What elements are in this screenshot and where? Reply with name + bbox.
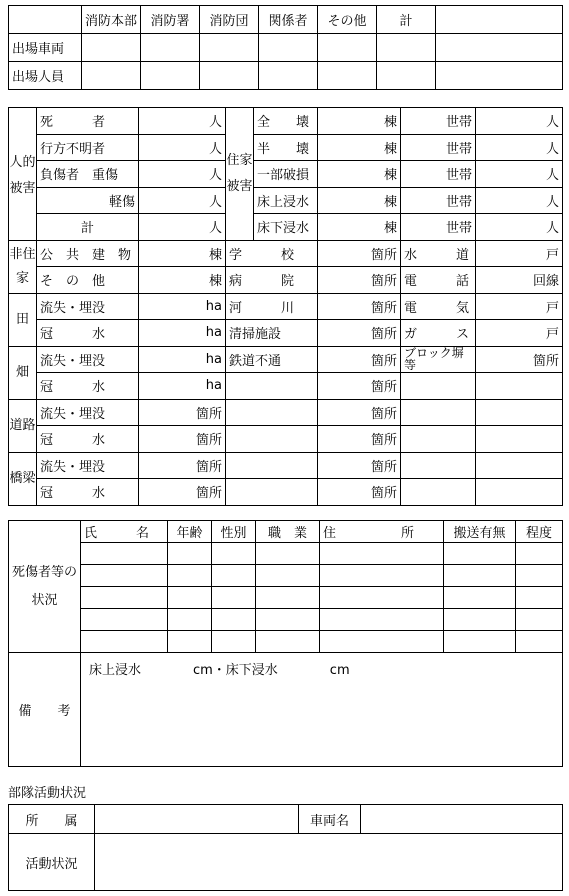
house-unit-person[interactable]: 人	[476, 161, 563, 188]
rice-label: 流失・埋没	[37, 293, 139, 320]
casualty-cell[interactable]	[256, 565, 320, 587]
dispatch-cell[interactable]	[377, 62, 436, 90]
affiliation-label: 所 属	[9, 805, 95, 834]
facility-label: 清掃施設	[226, 320, 318, 347]
dispatch-cell[interactable]	[259, 34, 318, 62]
utility-unit[interactable]: 戸	[476, 240, 563, 267]
field-label: 流失・埋没	[37, 346, 139, 373]
blank-cell[interactable]	[401, 426, 476, 453]
house-unit-person[interactable]: 人	[476, 134, 563, 161]
human-unit[interactable]: 人	[139, 214, 226, 241]
facility-unit[interactable]: 箇所	[318, 320, 401, 347]
road-unit[interactable]: 箇所	[139, 399, 226, 426]
extra-unit[interactable]: 箇所	[318, 479, 401, 506]
house-unit-building[interactable]: 棟	[318, 161, 401, 188]
dispatch-cell[interactable]	[318, 34, 377, 62]
dispatch-cell[interactable]	[377, 34, 436, 62]
casualty-cell[interactable]	[320, 609, 444, 631]
blank-cell[interactable]	[401, 452, 476, 479]
blank-cell[interactable]	[401, 399, 476, 426]
casualty-header: 程度	[516, 521, 563, 543]
nonhouse-unit[interactable]: 棟	[139, 267, 226, 294]
casualty-cell[interactable]	[320, 631, 444, 653]
house-unit-person[interactable]: 人	[476, 108, 563, 135]
blank-cell[interactable]	[476, 399, 563, 426]
dispatch-corner	[9, 6, 82, 34]
extra-unit[interactable]: 箇所	[318, 426, 401, 453]
house-unit-person[interactable]: 人	[476, 187, 563, 214]
rice-unit[interactable]: ha	[139, 293, 226, 320]
casualty-cell[interactable]	[320, 587, 444, 609]
field-label: 冠 水	[37, 373, 139, 400]
dispatch-cell[interactable]	[436, 34, 563, 62]
human-damage-group: 人的被害	[9, 108, 37, 241]
dispatch-table	[8, 5, 563, 90]
blank-cell[interactable]	[401, 373, 476, 400]
upland-field-group: 畑	[9, 346, 37, 399]
road-label: 流失・埋没	[37, 399, 139, 426]
casualty-header: 住 所	[320, 521, 444, 543]
utility-unit[interactable]: 戸	[476, 293, 563, 320]
casualty-cell[interactable]	[320, 543, 444, 565]
casualty-cell[interactable]	[516, 565, 563, 587]
utility-label: ブロック塀等	[401, 346, 476, 373]
dispatch-cell[interactable]	[82, 34, 141, 62]
activity-title: 部隊活動状況	[8, 786, 87, 801]
human-label: 負傷者 重傷	[37, 161, 139, 188]
damage-table	[8, 107, 563, 506]
dispatch-cell[interactable]	[259, 62, 318, 90]
casualty-cell[interactable]	[444, 609, 516, 631]
house-unit-household[interactable]: 世帯	[401, 214, 476, 241]
casualty-cell[interactable]	[444, 587, 516, 609]
casualty-cell[interactable]	[444, 543, 516, 565]
dispatch-cell[interactable]	[200, 34, 259, 62]
extra-unit[interactable]: 箇所	[318, 452, 401, 479]
blank-cell[interactable]	[226, 373, 318, 400]
field-unit[interactable]: ha	[139, 346, 226, 373]
facility-label: 病 院	[226, 267, 318, 294]
blank-cell[interactable]	[476, 479, 563, 506]
blank-cell[interactable]	[476, 373, 563, 400]
remarks-field[interactable]: 床上浸水 cm・床下浸水 cm	[81, 653, 563, 767]
human-label: 行方不明者	[37, 134, 139, 161]
road-group: 道路	[9, 399, 37, 452]
dispatch-cell[interactable]	[436, 62, 563, 90]
dispatch-header: 計	[377, 6, 436, 34]
dispatch-cell[interactable]	[318, 62, 377, 90]
rice-field-group: 田	[9, 293, 37, 346]
casualty-cell[interactable]	[256, 543, 320, 565]
nonhouse-label: 公 共 建 物	[37, 240, 139, 267]
dispatch-row-label: 出場人員	[9, 62, 82, 90]
house-label: 全 壊	[254, 108, 318, 135]
house-label: 床下浸水	[254, 214, 318, 241]
casualty-header: 職 業	[256, 521, 320, 543]
casualty-cell[interactable]	[168, 631, 212, 653]
blank-cell[interactable]	[226, 426, 318, 453]
house-unit-household[interactable]: 世帯	[401, 134, 476, 161]
casualty-header: 氏 名	[81, 521, 168, 543]
casualty-cell[interactable]	[168, 543, 212, 565]
facility-unit[interactable]: 箇所	[318, 293, 401, 320]
activity-status-field[interactable]	[95, 834, 563, 891]
dispatch-cell[interactable]	[200, 62, 259, 90]
casualty-cell[interactable]	[320, 565, 444, 587]
casualty-cell[interactable]	[168, 565, 212, 587]
dispatch-header: 消防団	[200, 6, 259, 34]
casualty-cell[interactable]	[168, 609, 212, 631]
house-unit-household[interactable]: 世帯	[401, 187, 476, 214]
house-label: 床上浸水	[254, 187, 318, 214]
casualty-cell[interactable]	[444, 631, 516, 653]
dispatch-row-label: 出場車両	[9, 34, 82, 62]
casualty-cell[interactable]	[256, 609, 320, 631]
activity-table	[8, 804, 563, 891]
human-unit[interactable]: 人	[139, 134, 226, 161]
human-label: 死 者	[37, 108, 139, 135]
rice-unit[interactable]: ha	[139, 320, 226, 347]
casualty-header: 搬送有無	[444, 521, 516, 543]
casualty-header: 性別	[212, 521, 256, 543]
house-unit-person[interactable]: 人	[476, 214, 563, 241]
utility-unit[interactable]: 戸	[476, 320, 563, 347]
dispatch-blank	[436, 6, 563, 34]
bridge-unit[interactable]: 箇所	[139, 452, 226, 479]
activity-status-label: 活動状況	[9, 834, 95, 891]
vehicle-label: 車両名	[299, 805, 361, 834]
road-unit[interactable]: 箇所	[139, 426, 226, 453]
casualty-cell[interactable]	[168, 587, 212, 609]
casualty-cell[interactable]	[516, 543, 563, 565]
utility-label: ガ ス	[401, 320, 476, 347]
rice-label: 冠 水	[37, 320, 139, 347]
house-unit-household[interactable]: 世帯	[401, 161, 476, 188]
casualty-label: 死傷者等の状況	[9, 521, 81, 653]
casualty-cell[interactable]	[81, 587, 168, 609]
casualty-cell[interactable]	[212, 609, 256, 631]
blank-cell[interactable]	[401, 479, 476, 506]
house-unit-building[interactable]: 棟	[318, 108, 401, 135]
house-unit-household[interactable]: 世帯	[401, 108, 476, 135]
dispatch-header: その他	[318, 6, 377, 34]
facility-label: 河 川	[226, 293, 318, 320]
human-unit[interactable]: 人	[139, 187, 226, 214]
house-label: 一部破損	[254, 161, 318, 188]
casualty-cell[interactable]	[256, 587, 320, 609]
dispatch-cell[interactable]	[141, 62, 200, 90]
utility-label: 電 気	[401, 293, 476, 320]
casualty-cell[interactable]	[81, 543, 168, 565]
facility-unit[interactable]: 箇所	[318, 240, 401, 267]
vehicle-field[interactable]	[361, 805, 563, 834]
casualty-cell[interactable]	[81, 565, 168, 587]
casualty-cell[interactable]	[256, 631, 320, 653]
extra-unit[interactable]: 箇所	[318, 373, 401, 400]
casualty-cell[interactable]	[444, 565, 516, 587]
road-label: 冠 水	[37, 426, 139, 453]
dispatch-cell[interactable]	[141, 34, 200, 62]
extra-unit[interactable]: 箇所	[318, 399, 401, 426]
facility-label: 鉄道不通	[226, 346, 318, 373]
utility-unit[interactable]: 箇所	[476, 346, 563, 373]
casualty-cell[interactable]	[516, 631, 563, 653]
casualty-table	[8, 520, 563, 767]
casualty-cell[interactable]	[81, 631, 168, 653]
human-label: 軽傷	[37, 187, 139, 214]
bridge-group: 橋梁	[9, 452, 37, 505]
dispatch-cell[interactable]	[82, 62, 141, 90]
affiliation-field[interactable]	[95, 805, 299, 834]
house-damage-group: 住家被害	[226, 108, 254, 241]
human-label: 計	[37, 214, 139, 241]
casualty-cell[interactable]	[212, 587, 256, 609]
casualty-cell[interactable]	[212, 631, 256, 653]
blank-cell[interactable]	[476, 452, 563, 479]
house-unit-building[interactable]: 棟	[318, 187, 401, 214]
house-label: 半 壊	[254, 134, 318, 161]
dispatch-header: 関係者	[259, 6, 318, 34]
bridge-label: 冠 水	[37, 479, 139, 506]
dispatch-header: 消防署	[141, 6, 200, 34]
nonhouse-label: そ の 他	[37, 267, 139, 294]
blank-cell[interactable]	[226, 479, 318, 506]
blank-cell[interactable]	[476, 426, 563, 453]
utility-label: 水 道	[401, 240, 476, 267]
casualty-cell[interactable]	[81, 609, 168, 631]
casualty-header: 年齢	[168, 521, 212, 543]
house-unit-building[interactable]: 棟	[318, 134, 401, 161]
human-unit[interactable]: 人	[139, 161, 226, 188]
house-unit-building[interactable]: 棟	[318, 214, 401, 241]
casualty-cell[interactable]	[516, 609, 563, 631]
casualty-cell[interactable]	[516, 587, 563, 609]
facility-unit[interactable]: 箇所	[318, 346, 401, 373]
facility-label: 学 校	[226, 240, 318, 267]
bridge-unit[interactable]: 箇所	[139, 479, 226, 506]
nonhouse-unit[interactable]: 棟	[139, 240, 226, 267]
human-unit[interactable]: 人	[139, 108, 226, 135]
utility-unit[interactable]: 回線	[476, 267, 563, 294]
field-unit[interactable]: ha	[139, 373, 226, 400]
dispatch-header: 消防本部	[82, 6, 141, 34]
facility-unit[interactable]: 箇所	[318, 267, 401, 294]
blank-cell[interactable]	[226, 399, 318, 426]
utility-label: 電 話	[401, 267, 476, 294]
bridge-label: 流失・埋没	[37, 452, 139, 479]
casualty-cell[interactable]	[212, 543, 256, 565]
nonhouse-group: 非住家	[9, 240, 37, 293]
remarks-label: 備 考	[9, 653, 81, 767]
blank-cell[interactable]	[226, 452, 318, 479]
casualty-cell[interactable]	[212, 565, 256, 587]
